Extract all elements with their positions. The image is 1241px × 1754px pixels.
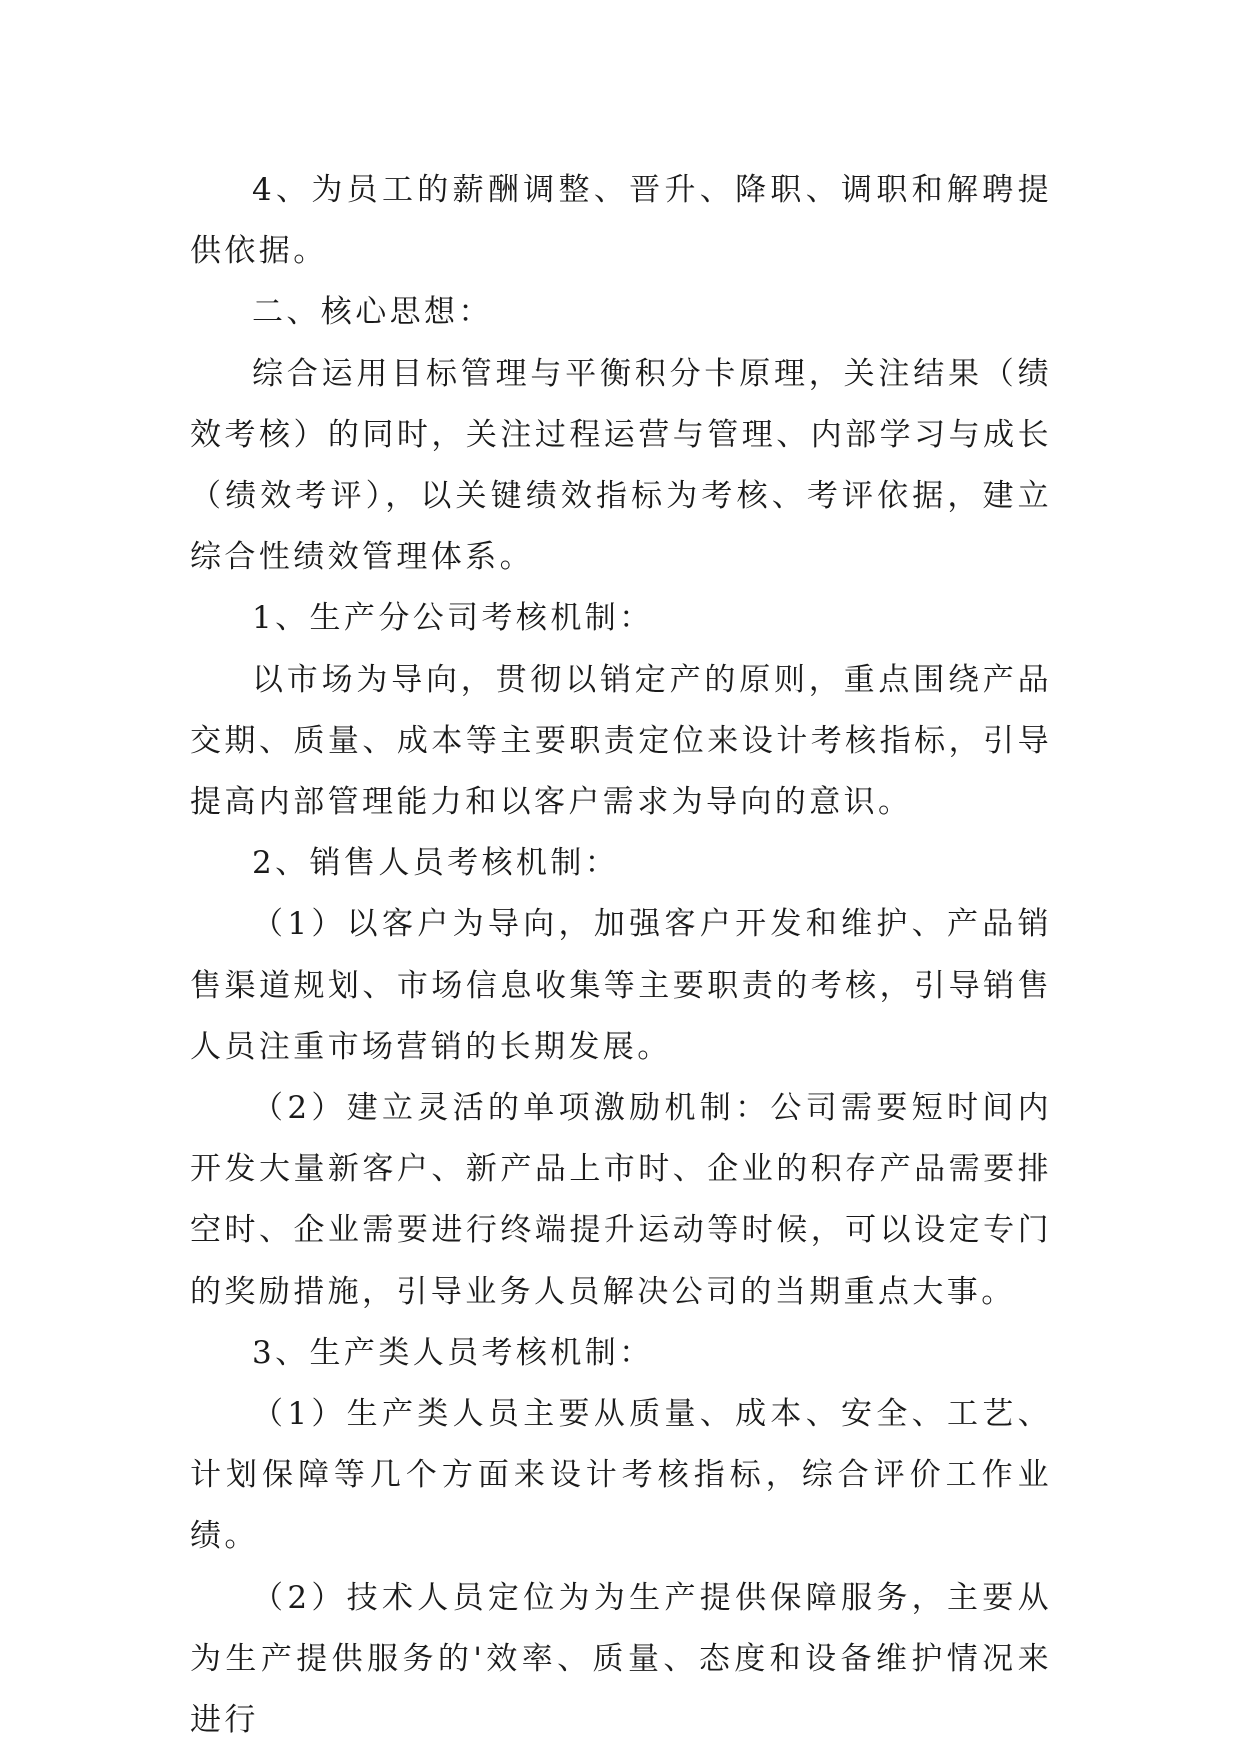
heading-sales-staff: 2、销售人员考核机制： [252, 845, 620, 882]
heading-production-branch: 1、生产分公司考核机制： [252, 600, 654, 637]
paragraph-core-idea: 综合运用目标管理与平衡积分卡原理，关注结果（绩效考核）的同时，关注过程运营与管理、内部学习与成长（绩效考评），以关键绩效指标为考核、考评依据，建立综合性绩效管理体系。 [190, 355, 1052, 576]
section-heading-core-idea: 二、核心思想： [252, 294, 493, 331]
paragraph-sales-item-1: （1）以客户为导向，加强客户开发和维护、产品销售渠道规划、市场信息收集等主要职责的考核，引导销售人员注重市场营销的长期发展。 [190, 906, 1052, 1065]
paragraph-production-branch: 以市场为导向，贯彻以销定产的原则，重点围绕产品交期、质量、成本等主要职责定位来设计考核指标，引导提高内部管理能力和以客户需求为导向的意识。 [190, 661, 1052, 821]
paragraph-basis-item-4: 4、为员工的薪酬调整、晋升、降职、调职和解聘提供依据。 [190, 172, 1052, 270]
paragraph-production-item-1: （1）生产类人员主要从质量、成本、安全、工艺、计划保障等几个方面来设计考核指标，综合评价工作业绩。 [190, 1396, 1052, 1555]
heading-production-staff: 3、生产类人员考核机制： [252, 1334, 654, 1371]
paragraph-sales-item-2: （2）建立灵活的单项激励机制：公司需要短时间内开发大量新客户、新产品上市时、企业的积存产品需要排空时、企业需要进行终端提升运动等时候，可以设定专门的奖励措施，引导业务人员解决公司的当期重点大事。 [190, 1090, 1052, 1310]
document-body [190, 160, 1052, 1751]
paragraph-production-item-2: （2）技术人员定位为为生产提供保障服务，主要从为生产提供服务的'效率、质量、态度和设备维护情况来进行 [190, 1579, 1052, 1739]
